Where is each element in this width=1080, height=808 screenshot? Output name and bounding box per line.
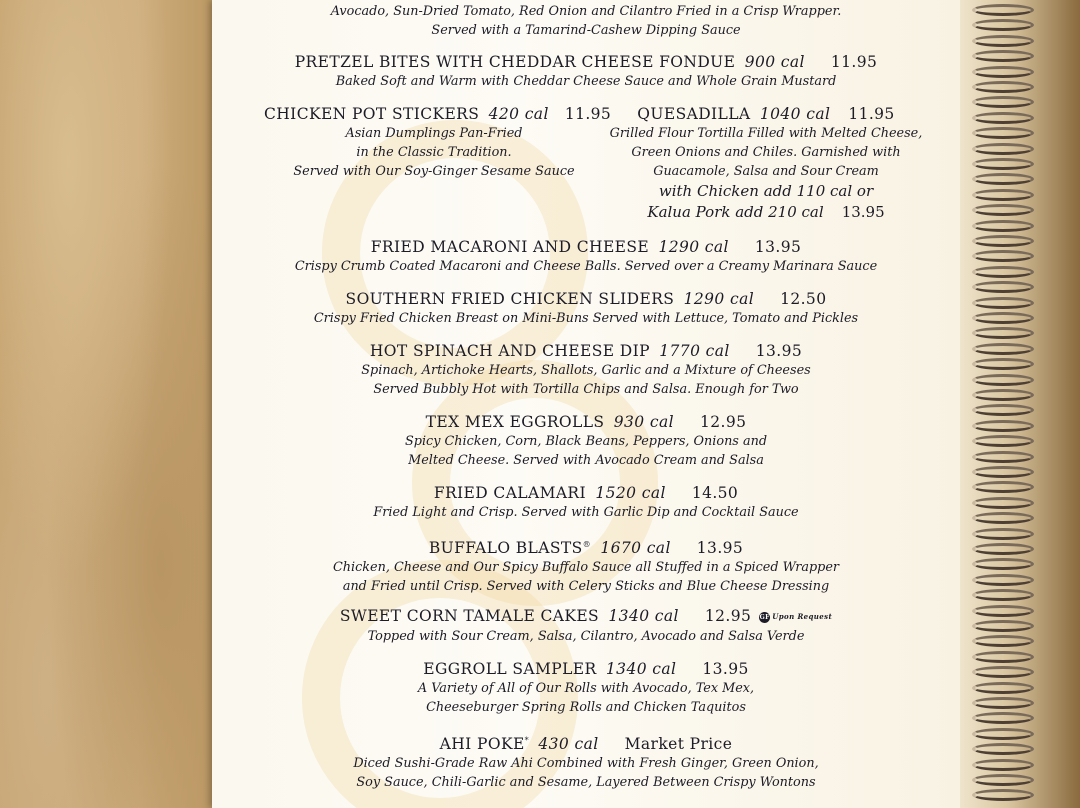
item-name: SWEET CORN TAMALE CAKES — [339, 607, 600, 625]
menu-item-fried-macaroni — [212, 237, 960, 276]
item-price: 13.95 — [702, 660, 749, 678]
item-description: Grilled Flour Tortilla Filled with Melted Cheese, — [609, 126, 923, 141]
item-description: Asian Dumplings Pan-Fried — [345, 126, 523, 141]
item-description: Served Bubbly Hot with Tortilla Chips and Salsa. Enough for Two — [373, 382, 799, 397]
item-name: TEX MEX EGGROLLS — [425, 413, 605, 431]
binding-coil — [972, 651, 1034, 663]
binding-coil — [972, 66, 1034, 78]
item-price: 11.95 — [564, 105, 612, 123]
item-calories: 430 cal — [538, 735, 599, 754]
binding-coil — [972, 158, 1034, 170]
item-price: 13.95 — [754, 238, 802, 256]
item-description: in the Classic Tradition. — [356, 145, 512, 160]
menu-item-pot-stickers — [264, 104, 612, 181]
binding-coil — [972, 143, 1034, 155]
item-description: Melted Cheese. Served with Avocado Cream and Salsa — [408, 453, 764, 468]
item-name: PRETZEL BITES WITH CHEDDAR CHEESE FONDUE — [294, 53, 736, 71]
top-item-description — [212, 2, 960, 40]
binding-coil — [972, 574, 1034, 586]
binding-coil — [972, 605, 1034, 617]
binding-coil — [972, 728, 1034, 740]
menu-item-fried-calamari — [212, 483, 960, 522]
menu-item-buffalo-blasts — [212, 535, 960, 596]
binding-coil — [972, 543, 1034, 555]
menu-item-tamale-cakes — [212, 606, 960, 646]
item-description: Topped with Sour Cream, Salsa, Cilantro, Avocado and Salsa Verde — [367, 629, 805, 644]
raw-food-mark: * — [524, 736, 530, 745]
gluten-free-badge — [759, 607, 832, 627]
item-description: Soy Sauce, Chili-Garlic and Sesame, Layered Between Crispy Wontons — [356, 775, 816, 791]
item-price: 13.95 — [841, 203, 885, 221]
binding-coil — [972, 189, 1034, 201]
binding-coil — [972, 343, 1034, 355]
binding-coil — [972, 497, 1034, 509]
item-price: 11.95 — [848, 105, 895, 123]
badge-label: Upon Request — [772, 612, 833, 621]
binding-coil — [972, 374, 1034, 386]
item-price: 13.95 — [755, 342, 803, 360]
menu-item-eggroll-sampler — [212, 659, 960, 717]
binding-coil — [972, 774, 1034, 786]
item-name: FRIED CALAMARI — [433, 484, 587, 502]
gf-icon: GF — [759, 614, 770, 621]
item-name: BUFFALO BLASTS — [428, 539, 583, 558]
item-description: Cheeseburger Spring Rolls and Chicken Taquitos — [426, 700, 746, 715]
item-description: A Variety of All of Our Rolls with Avocado, Tex Mex, — [417, 681, 755, 696]
binding-coil — [972, 266, 1034, 278]
item-price: 12.95 — [699, 413, 747, 431]
item-addon: with Chicken add 110 cal or — [658, 182, 874, 200]
item-calories: 420 cal — [488, 105, 549, 123]
item-name: QUESADILLA — [637, 105, 751, 123]
binding-coil — [972, 220, 1034, 232]
menu-item-quesadilla — [596, 104, 936, 223]
item-calories: 930 cal — [613, 413, 674, 431]
item-description: Baked Soft and Warm with Cheddar Cheese Sauce and Whole Grain Mustard — [335, 74, 837, 89]
item-description: Crispy Fried Chicken Breast on Mini-Buns Served with Lettuce, Tomato and Pickles — [313, 311, 859, 326]
item-price: 13.95 — [696, 539, 744, 558]
item-name: AHI POKE — [439, 735, 525, 754]
item-addon: Kalua Pork add 210 cal — [647, 203, 824, 221]
item-price: 12.50 — [780, 290, 827, 308]
item-name: SOUTHERN FRIED CHICKEN SLIDERS — [345, 290, 675, 308]
binding-coil — [972, 389, 1034, 401]
menu-item-chicken-sliders — [212, 289, 960, 328]
item-name: EGGROLL SAMPLER — [423, 660, 597, 678]
item-calories: 1290 cal — [683, 290, 755, 308]
item-description: Green Onions and Chiles. Garnished with — [631, 145, 901, 160]
menu-item-tex-mex-eggrolls — [212, 412, 960, 470]
item-description: Spinach, Artichoke Hearts, Shallots, Garlic and a Mixture of Cheeses — [361, 363, 811, 378]
binding-coil — [972, 4, 1034, 16]
binding-coil — [972, 682, 1034, 694]
item-calories: 1520 cal — [595, 484, 666, 502]
item-calories: 1770 cal — [659, 342, 730, 360]
binding-coil — [972, 620, 1034, 632]
binding-coil — [972, 312, 1034, 324]
item-description: Chicken, Cheese and Our Spicy Buffalo Sauce all Stuffed in a Spiced Wrapper — [332, 560, 840, 576]
binding-coil — [972, 697, 1034, 709]
binding-coil — [972, 235, 1034, 247]
binding-coil — [972, 420, 1034, 432]
item-description: Crispy Crumb Coated Macaroni and Cheese Balls. Served over a Creamy Marinara Sauce — [294, 259, 878, 274]
item-description: Served with Our Soy-Ginger Sesame Sauce — [293, 164, 575, 179]
item-description: Fried Light and Crisp. Served with Garlic Dip and Cocktail Sauce — [373, 505, 799, 520]
binding-coil — [972, 466, 1034, 478]
menu-item-spinach-dip — [212, 341, 960, 399]
description-line: Avocado, Sun-Dried Tomato, Red Onion and Cilantro Fried in a Crisp Wrapper. — [330, 4, 842, 19]
binding-coil — [972, 297, 1034, 309]
binding-coil — [972, 112, 1034, 124]
binding-coil — [972, 81, 1034, 93]
item-name: CHICKEN POT STICKERS — [264, 105, 480, 123]
item-price: 11.95 — [830, 53, 878, 71]
item-price: 12.95 — [704, 607, 752, 625]
binding-coil — [972, 35, 1034, 47]
description-line: Served with a Tamarind-Cashew Dipping Sauce — [431, 23, 741, 38]
item-description: Guacamole, Salsa and Sour Cream — [653, 164, 879, 179]
item-description: Diced Sushi-Grade Raw Ahi Combined with Fresh Ginger, Green Onion, — [353, 756, 819, 772]
item-price: Market Price — [624, 735, 733, 754]
item-calories: 1290 cal — [658, 238, 729, 256]
item-calories: 900 cal — [744, 53, 805, 71]
binding-coil — [972, 759, 1034, 771]
menu-item-ahi-poke — [212, 731, 960, 792]
menu-item-pretzel-bites — [212, 52, 960, 91]
item-price: 14.50 — [691, 484, 739, 502]
registered-mark: ® — [582, 540, 592, 549]
item-calories: 1040 cal — [759, 105, 831, 123]
binding-coil — [972, 451, 1034, 463]
item-description: and Fried until Crisp. Served with Celery Sticks and Blue Cheese Dressing — [342, 579, 830, 595]
item-name: FRIED MACARONI AND CHEESE — [370, 238, 650, 256]
item-calories: 1340 cal — [608, 607, 679, 625]
binding-coil — [972, 528, 1034, 540]
item-description: Spicy Chicken, Corn, Black Beans, Peppers, Onions and — [404, 434, 768, 449]
item-calories: 1340 cal — [605, 660, 677, 678]
item-name: HOT SPINACH AND CHEESE DIP — [369, 342, 650, 360]
item-calories: 1670 cal — [600, 539, 671, 558]
table-surface — [0, 0, 230, 808]
